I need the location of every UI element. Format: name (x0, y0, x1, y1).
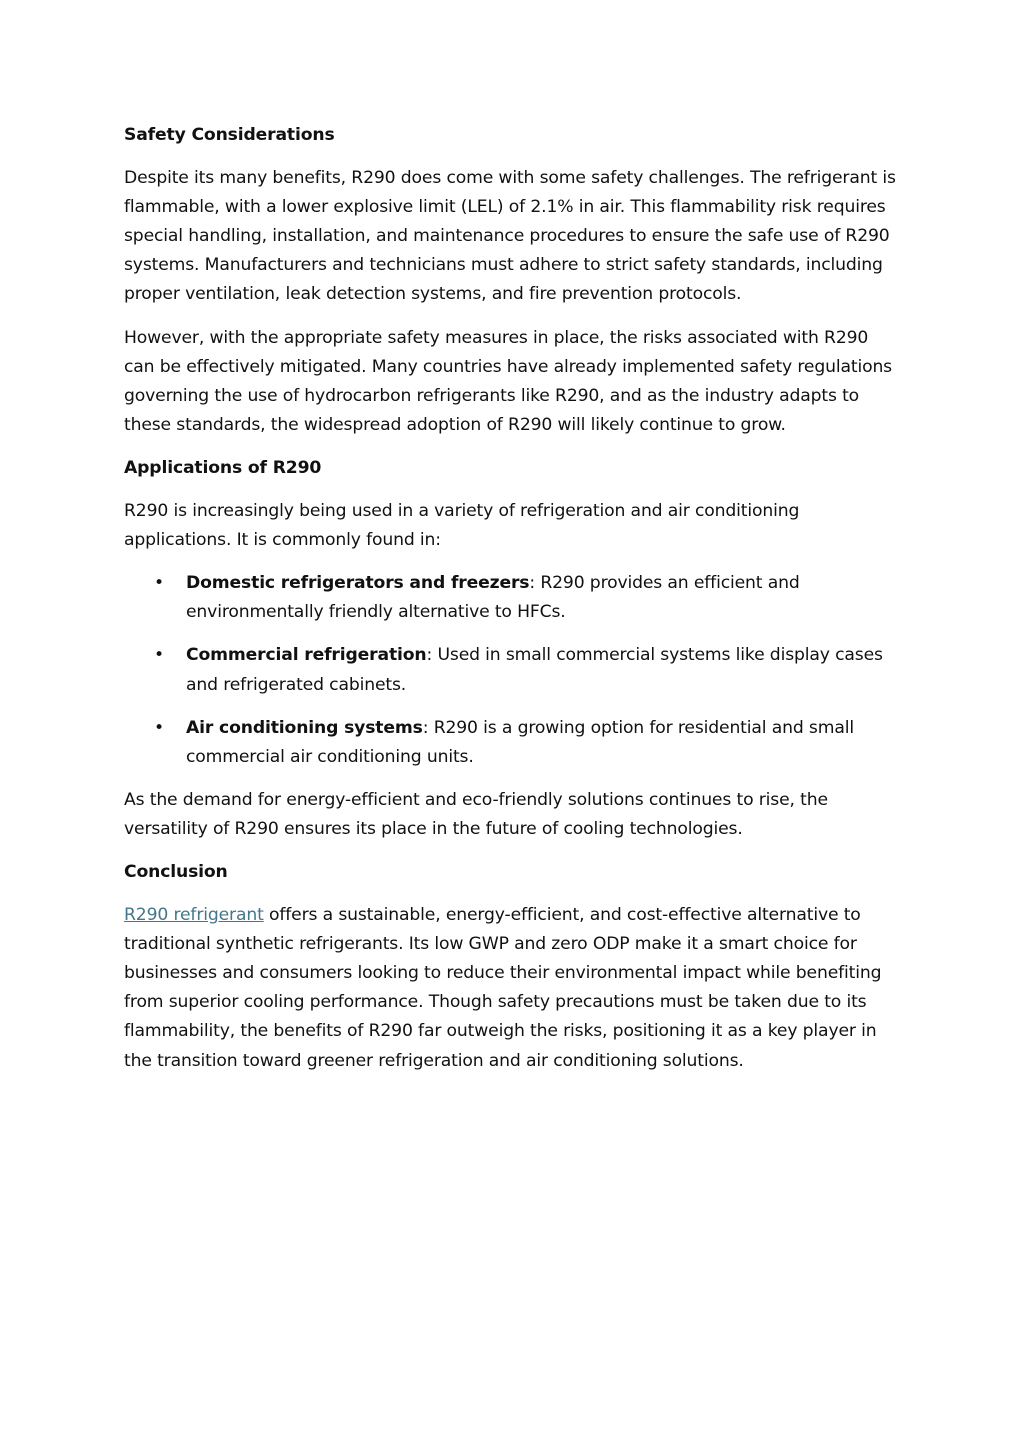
list-item-desc: : R290 provides an efficient and environmentally friendly alternative to HFCs. (186, 573, 800, 623)
list-item-term: Commercial refrigeration (186, 645, 427, 666)
applications-outro: As the demand for energy-efficient and eco-friendly solutions continues to rise, the versatility of R290 ensures its place in the future of cooling technologies. (124, 789, 828, 839)
document-page (124, 121, 902, 1090)
r290-refrigerant-link[interactable]: R290 refrigerant (124, 905, 264, 926)
list-item-term: Domestic refrigerators and freezers (186, 573, 530, 594)
list-item (186, 569, 902, 627)
list-item-desc: : Used in small commercial systems like display cases and refrigerated cabinets. (186, 645, 883, 695)
list-item (186, 641, 902, 699)
safety-paragraph-1: Despite its many benefits, R290 does come with some safety challenges. The refrigerant is flammable, with a lower explosive limit (LEL) of 2.1% in air. This flammability risk requires special handling, installation, and maintenance procedures to ensure the safe use of R290 systems. Manufacturers and technicians must adhere to strict safety standards, including proper ventilation, leak detection systems, and fire prevention protocols. (124, 168, 896, 305)
applications-intro: R290 is increasingly being used in a variety of refrigeration and air conditioning applications. It is commonly found in: (124, 501, 800, 551)
list-item-desc: : R290 is a growing option for residential and small commercial air conditioning units. (186, 717, 854, 767)
applications-heading: Applications of R290 (124, 457, 322, 478)
safety-heading: Safety Considerations (124, 125, 335, 145)
applications-list (124, 569, 902, 772)
conclusion-paragraph (124, 901, 902, 1076)
list-item-term: Air conditioning systems (186, 717, 423, 738)
list-item (186, 714, 902, 772)
conclusion-heading: Conclusion (124, 861, 228, 882)
conclusion-body: offers a sustainable, energy-efficient, and cost-effective alternative to traditional synthetic refrigerants. Its low GWP and zero ODP make it a smart choice for businesses and consumers looking to reduce their environmental impact while benefiting from superior cooling performance. Though safety precautions must be taken due to its flammability, the benefits of R290 far outweigh the risks, positioning it as a key player in the transition toward greener refrigeration and air conditioning solutions. (124, 905, 882, 1071)
safety-paragraph-2: However, with the appropriate safety measures in place, the risks associated with R290 can be effectively mitigated. Many countries have already implemented safety regulations governing the use of hydrocarbon refrigerants like R290, and as the industry adapts to these standards, the widespread adoption of R290 will likely continue to grow. (124, 327, 892, 435)
